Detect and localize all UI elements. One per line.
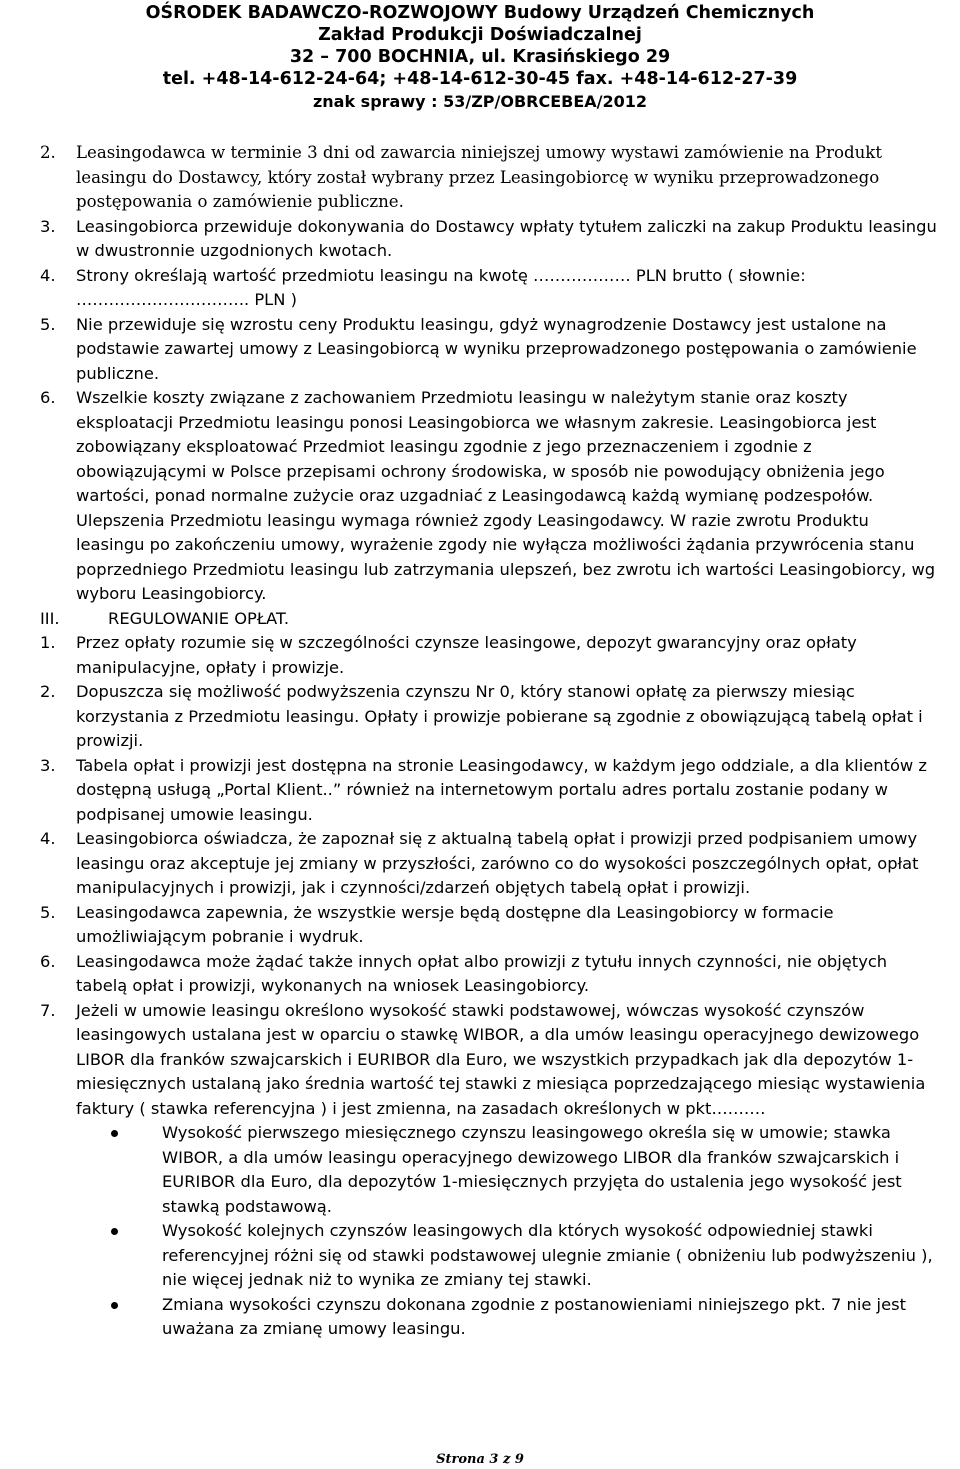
bullet-text: Wysokość kolejnych czynszów leasingowych dla których wysokość odpowiedniej stawki referencyjnej różni się od stawki podstawowej ulegnie zmianie ( obniżeniu lub podwyższeniu ), nie więcej jednak niż to wynika ze zmiany tej stawki. — [162, 1221, 933, 1289]
bullet-item — [0, 1219, 960, 1293]
item-number: 5. — [40, 314, 56, 334]
item-number: 4. — [40, 829, 56, 848]
item-number: 2. — [40, 143, 56, 162]
item-number: 4. — [40, 265, 56, 285]
item-number: 3. — [40, 216, 56, 236]
section-number: III. — [40, 608, 60, 628]
item-number: 6. — [40, 951, 56, 971]
item-text: Wszelkie koszty związane z zachowaniem Przedmiotu leasingu w należytym stanie oraz koszty eksploatacji Przedmiotu leasingu ponosi Leasingobiorca we własnym zakresie. Leasingobiorca jest zobowiązany eksploatować Przedmiot leasingu zgodnie z jego przeznaczeniem i zgodnie z obowiązującymi w Polsce przepisami ochrony środowiska, w sposób nie powodujący obniżenia jego wartości, ponad normalne zużycie oraz uzgadniać z Leasingodawcą każdą wymianę podzespołów. Ulepszenia Przedmiotu leasingu wymaga również zgody Leasingodawcy. W razie zwrotu Produktu leasingu po zakończeniu umowy, wyrażenie zgody nie wyłącza możliwości żądania przywrócenia stanu poprzedniego Przedmiotu leasingu lub zatrzymania ulepszeń, bez zwrotu ich wartości Leasingobiorcy, wg wyboru Leasingobiorcy. — [76, 388, 936, 603]
item-text: Tabela opłat i prowizji jest dostępna na stronie Leasingodawcy, w każdym jego oddziale, a dla klientów z dostępną usługą „Portal Klient..” również na internetowym portalu adres portalu zostanie podany w podpisanej umowie leasingu. — [76, 755, 927, 824]
list-item — [0, 215, 960, 264]
bullet-dot-icon — [111, 1302, 118, 1309]
bullet-text: Zmiana wysokości czynszu dokonana zgodnie z postanowieniami niniejszego pkt. 7 nie jest uważana za zmianę umowy leasingu. — [162, 1294, 906, 1338]
list-item — [0, 680, 960, 754]
item-text: Leasingobiorca przewiduje dokonywania do Dostawcy wpłaty tytułem zaliczki na zakup Produktu leasingu w dwustronnie uzgodnionych kwotach. — [76, 216, 937, 260]
bullet-dot-icon — [111, 1130, 118, 1137]
header-phone-fax: tel. +48-14-612-24-64; +48-14-612-30-45 fax. +48-14-612-27-39 — [162, 69, 798, 89]
item-text: Przez opłaty rozumie się w szczególności czynsze leasingowe, depozyt gwarancyjny oraz opłaty manipulacyjne, opłaty i prowizje. — [76, 633, 857, 677]
list-item — [0, 386, 960, 607]
item-number: 3. — [40, 755, 56, 775]
item-text: Nie przewiduje się wzrostu ceny Produktu leasingu, gdyż wynagrodzenie Dostawcy jest ustalone na podstawie zawartej umowy z Leasingobiorcą w wyniku przeprowadzonego postępowania o zamówienie publiczne. — [76, 314, 917, 383]
bullet-item — [0, 1293, 960, 1342]
page-number: Strona 3 z 9 — [436, 1452, 524, 1467]
item-text: Leasingodawca w terminie 3 dni od zawarcia niniejszej umowy wystawi zamówienie na Produkt leasingu do Dostawcy, który został wybrany przez Leasingobiorcę w wyniku przeprowadzonego postępowania o zamówienie publiczne. — [76, 143, 883, 211]
item-text: Leasingobiorca oświadcza, że zapoznał się z aktualną tabelą opłat i prowizji przed podpisaniem umowy leasingu oraz akceptuje jej zmiany w przyszłości, zarówno co do wysokości poszczególnych opłat, opłat manipulacyjnych i prowizji, jak i czynności/zdarzeń objętych tabelą opłat i prowizji. — [76, 829, 919, 897]
item-number: 7. — [40, 1000, 56, 1020]
list-item — [0, 631, 960, 680]
list-item — [0, 901, 960, 950]
header-case-number: znak sprawy : 53/ZP/OBRCEBEA/2012 — [312, 92, 648, 111]
item-number: 5. — [40, 902, 56, 922]
list-item — [0, 313, 960, 387]
document-body — [0, 141, 960, 1342]
item-number: 2. — [40, 682, 56, 701]
section-heading — [0, 607, 960, 632]
bullet-dot-icon — [111, 1228, 118, 1235]
list-item — [0, 141, 960, 215]
item-text: Leasingodawca zapewnia, że wszystkie wersje będą dostępne dla Leasingobiorcy w formacie umożliwiającym pobranie i wydruk. — [76, 902, 834, 946]
header-address: 32 – 700 BOCHNIA, ul. Krasińskiego 29 — [289, 47, 671, 67]
item-text: Strony określają wartość przedmiotu leasingu na kwotę ……………… PLN brutto ( słownie: ………………………….. PLN ) — [76, 265, 806, 309]
header-department: Zakład Produkcji Doświadczalnej — [318, 25, 642, 45]
item-text: Jeżeli w umowie leasingu określono wysokość stawki podstawowej, wówczas wysokość czynszów leasingowych ustalana jest w oparciu o stawkę WIBOR, a dla umów leasingu operacyjnego dewizowego LIBOR dla franków szwajcarskich i EURIBOR dla Euro, we wszystkich przypadkach jak dla depozytów 1-miesięcznych ustalaną jako średnia wartość tej stawki z miesiąca poprzedzającego miesiąc wystawienia faktury ( stawka referencyjna ) i jest zmienna, na zasadach określonych w pkt………. — [76, 1000, 926, 1118]
header-institute-name: OŚRODEK BADAWCZO-ROZWOJOWY Budowy Urządzeń Chemicznych — [145, 3, 815, 23]
list-item — [0, 950, 960, 999]
section-title: REGULOWANIE OPŁAT. — [108, 608, 290, 628]
item-number: 1. — [40, 633, 56, 652]
list-item — [0, 999, 960, 1122]
bullet-text: Wysokość pierwszego miesięcznego czynszu leasingowego określa się w umowie; stawka WIBOR, a dla umów leasingu operacyjnego dewizowego LIBOR dla franków szwajcarskich i EURIBOR dla Euro, dla depozytów 1-miesięcznych przyjęta do ustalenia jego wysokość jest stawką podstawową. — [162, 1123, 902, 1216]
list-item — [0, 827, 960, 901]
item-number: 6. — [40, 388, 56, 407]
list-item — [0, 264, 960, 313]
item-text: Dopuszcza się możliwość podwyższenia czynszu Nr 0, który stanowi opłatę za pierwszy miesiąc korzystania z Przedmiotu leasingu. Opłaty i prowizje pobierane są zgodnie z obowiązującą tabelą opłat i prowizji. — [76, 682, 923, 750]
item-text: Leasingodawca może żądać także innych opłat albo prowizji z tytułu innych czynności, nie objętych tabelą opłat i prowizji, wykonanych na wniosek Leasingobiorcy. — [76, 951, 888, 995]
list-item — [0, 754, 960, 828]
bullet-item — [0, 1121, 960, 1219]
